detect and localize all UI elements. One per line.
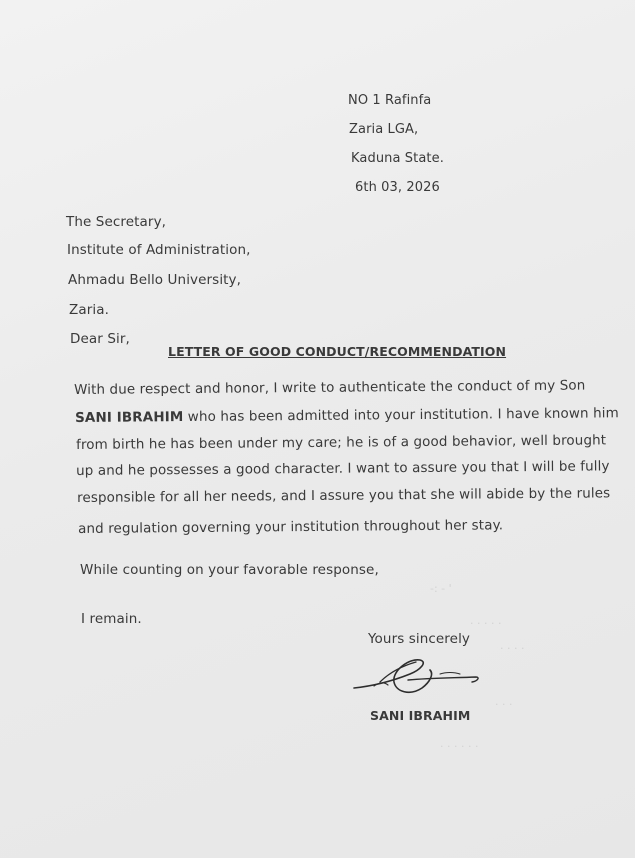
- bleed-through-text: · · · ·: [500, 642, 525, 655]
- sender-address-line: Kaduna State.: [351, 151, 444, 166]
- recipient-line: Zaria.: [69, 302, 109, 318]
- closing-paragraph: While counting on your favorable response,: [80, 562, 379, 578]
- body-line: With due respect and honor, I write to authenticate the conduct of my Son: [74, 377, 586, 398]
- body-line: from birth he has been under my care; he is of a good behavior, well brought: [76, 432, 607, 453]
- body-line: responsible for all her needs, and I assure you that she will abide by the rules: [77, 485, 611, 506]
- body-line-text: who has been admitted into your institution. I have known him: [183, 405, 619, 426]
- body-line: up and he possesses a good character. I want to assure you that I will be fully: [76, 458, 610, 479]
- letter-date: 6th 03, 2026: [355, 180, 440, 195]
- sender-address-line: Zaria LGA,: [349, 122, 419, 137]
- bleed-through-text: · · ·: [495, 698, 513, 711]
- bleed-through-text: · · · · · ·: [440, 740, 479, 753]
- signatory-name: SANI IBRAHIM: [370, 708, 471, 723]
- complimentary-close: Yours sincerely: [368, 631, 471, 647]
- body-line: [75, 405, 619, 426]
- body-line: and regulation governing your institution throughout her stay.: [78, 517, 504, 537]
- sender-address-line: NO 1 Rafinfa: [348, 93, 432, 108]
- student-name: SANI IBRAHIM: [75, 409, 184, 426]
- bleed-through-text: -: - ': [430, 582, 452, 595]
- salutation: Dear Sir,: [70, 331, 130, 347]
- letter-title: LETTER OF GOOD CONDUCT/RECOMMENDATION: [168, 344, 507, 359]
- recipient-line: Institute of Administration,: [67, 242, 251, 258]
- recipient-line: The Secretary,: [66, 214, 167, 230]
- handwritten-signature: [350, 652, 485, 702]
- recipient-line: Ahmadu Bello University,: [68, 272, 242, 288]
- bleed-through-text: · · · · ·: [470, 617, 502, 630]
- remain-line: I remain.: [81, 611, 142, 627]
